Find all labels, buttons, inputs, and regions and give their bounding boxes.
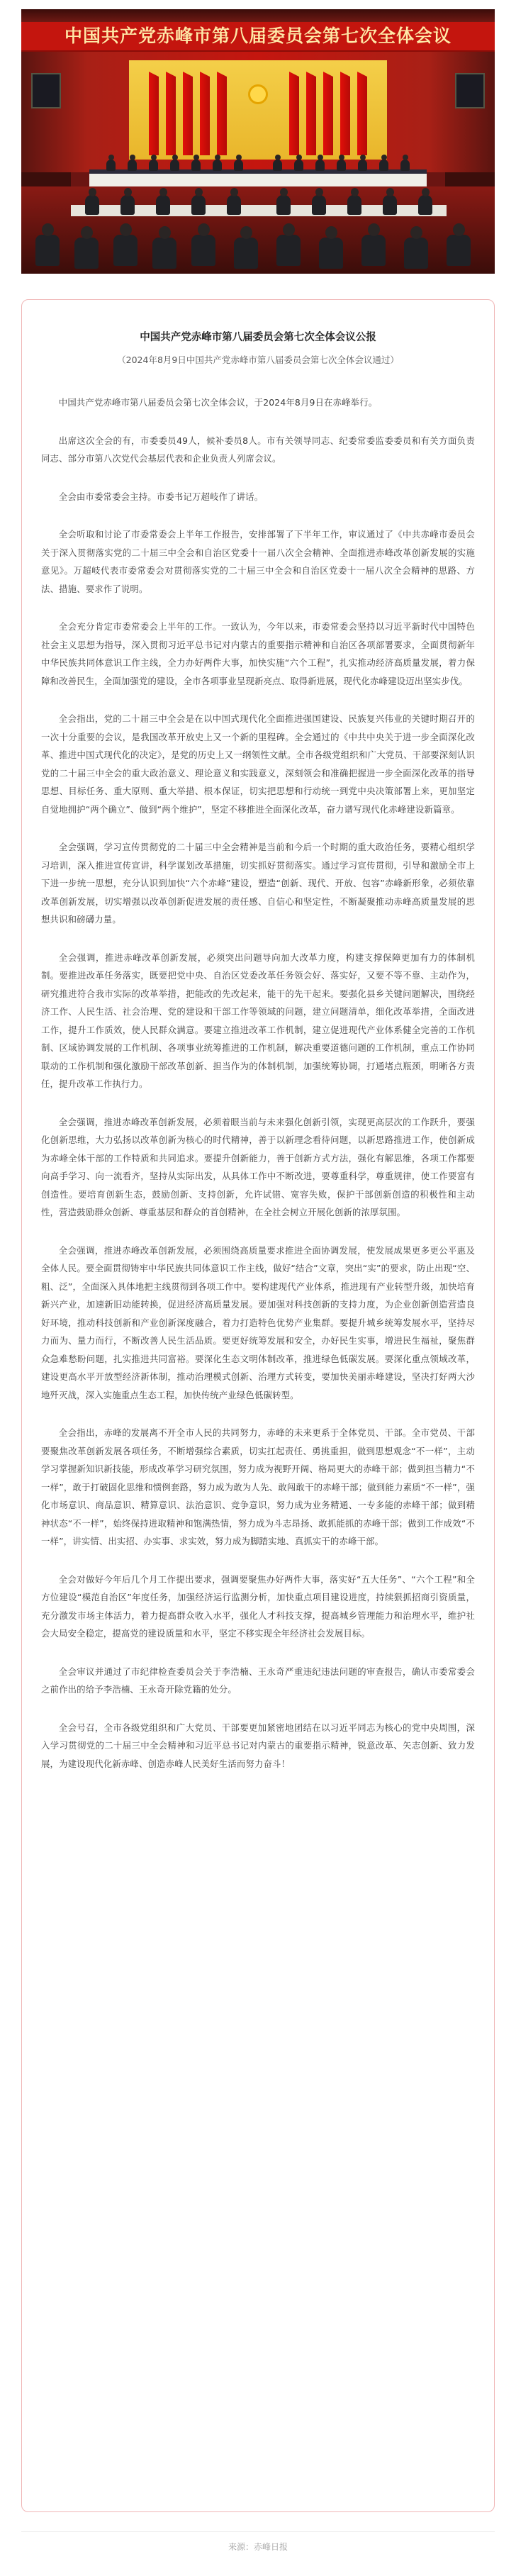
person — [191, 160, 201, 171]
person — [113, 235, 138, 266]
article-body — [41, 394, 475, 1792]
person — [156, 195, 170, 215]
person — [35, 235, 60, 266]
person — [234, 160, 243, 171]
person — [213, 160, 222, 171]
person — [315, 160, 325, 171]
paragraph: 全会强调，学习宣传贯彻党的二十届三中全会精神是当前和今后一个时期的重大政治任务，要精心组织学习培训，深入推进宣传宣讲，科学谋划改革措施，切实抓好贯彻落实。通过学习宣传贯彻，引导和激励全市上下进一步统一思想，充分认识到加快“六个赤峰”建设，塑造“创新、现代、开放、包容”赤峰新形象，必须依靠改革创新发展，切实增强以改革创新促进发展的责任感、自信心和坚定性，不断凝聚推动赤峰高质量发展的思想共识和磅礴力量。 — [41, 842, 475, 925]
person — [294, 160, 303, 171]
person — [120, 195, 135, 215]
person — [447, 235, 471, 266]
person — [276, 235, 301, 266]
person — [152, 238, 176, 269]
flag — [340, 72, 350, 155]
paragraph: 全会强调，推进赤峰改革创新发展，必须围绕高质量要求推进全面协调发展，使发展成果更多更公平惠及全体人民。要全面贯彻铸牢中华民族共同体意识工作主线，做好“结合”文章，突出“实”的要求，防止出现“空、粗、泛”，全面深入具体地把主线贯彻到各项工作中。要构建现代产业体系，推进现有产业转型升级，加快培育新兴产业，加速新旧动能转换，促进经济高质量发展。要加强对科技创新的支持力度，为企业创新创造营造良好环境，推动科技创新和产业创新深度融合，着力打造特色优势产业集群。要提升城乡统筹发展水平，坚持尽力而为、量力而行，不断改善人民生活品质。要更好统筹发展和安全，办好民生实事，增进民生福祉，聚焦群众急难愁盼问题，扎实推进共同富裕。要深化生态文明体制改革，推进绿色低碳发展。要深化重点领域改革，建设更高水平开放型经济新体制，推动治理模式创新、治理方式转变，要加快美丽赤峰建设，坚决打好两大沙地歼灭战，深入实施重点生态工程，加快传统产业绿色低碳转型。 — [41, 1244, 475, 1400]
person — [273, 160, 282, 171]
paragraph: 全会由市委常委会主持。市委书记万超岐作了讲话。 — [58, 491, 264, 502]
meeting-photo — [21, 9, 495, 274]
document-title: 中国共产党赤峰市第八届委员会第七次全体会议公报 — [140, 332, 376, 343]
person — [85, 195, 99, 215]
flag — [200, 72, 210, 155]
paragraph: 全会对做好今年后几个月工作提出要求，强调要聚焦办好两件大事，落实好“五大任务”、“六个工程”和全方位建设“模范自治区”年度任务，加强经济运行监测分析，加快重点项目建设进度，持续狠抓招商引资质量，充分激发市场主体活力，着力提高群众收入水平，强化人才科技支撑，提高城乡管理能力和治理水平，维护社会大局安全稳定，提高党的建设质量和水平，坚定不移实现全年经济社会发展目标。 — [41, 1573, 475, 1639]
flag — [289, 72, 299, 155]
paragraph: 全会审议并通过了市纪律检查委员会关于李浩楠、王永奇严重违纪违法问题的审查报告，确认市委常委会之前作出的给予李浩楠、王永奇开除党籍的处分。 — [41, 1666, 475, 1695]
person — [347, 195, 361, 215]
flag — [217, 72, 227, 155]
source-credit: 来源：赤峰日报 — [228, 2542, 288, 2552]
person — [191, 235, 215, 266]
person — [234, 238, 258, 269]
person — [227, 195, 241, 215]
person — [337, 160, 346, 171]
paragraph: 全会强调，推进赤峰改革创新发展，必须突出问题导向加大改革力度，构建支撑保障更加有力的体制机制。要推进改革任务落实，既要把党中央、自治区党委改革任务领会好、落实好，又要不等不靠、主动作为，研究推进符合我市实际的改革举措，把能改的先改起来，能干的先干起来。要强化县乡关键问题解决，围绕经济工作、人民生活、社会治理、党的建设和干部工作等领域的问题，建立问题清单，细化改革举措，全面改进工作，提升工作质效，使人民群众满意。要建立推进改革工作机制，建立促进现代产业体系健全完善的工作机制、区域协调发展的工作机制、各项事业统筹推进的工作机制，解决重要道德问题的工作机制，重点工作协同联动的工作机制和强化激励干部改革创新、担当作为的体制机制，加强统筹协调，打通堵点瓶颈，明晰各方责任，提升改革工作执行力。 — [41, 952, 475, 1089]
person — [418, 195, 432, 215]
paragraph: 全会听取和讨论了市委常委会上半年工作报告，安排部署了下半年工作，审议通过了《中共赤峰市委员会关于深入贯彻落实党的二十届三中全会和自治区党委十一届八次全会精神、全面推进赤峰改革创新发展的实施意见》。万超岐代表市委常委会对贯彻落实党的二十届三中全会和自治区党委十一届八次全会精神的思路、方法、措施、要求作了说明。 — [41, 529, 475, 594]
photo-banner: 中国共产党赤峰市第八届委员会第七次全体会议 — [21, 22, 495, 52]
person — [149, 160, 158, 171]
person — [379, 160, 388, 171]
paragraph: 全会强调，推进赤峰改革创新发展，必须着眼当前与未来强化创新引领，实现更高层次的工作跃升，要强化创新思维，大力弘扬以改革创新为核心的时代精神，善于以新理念看待问题，以新思路推进工作，使创新成为赤峰全体干部的工作特质和共同追求。要提升创新能力，善于创新方式方法，强化有解思维，各项工作都要向高手学习、向一流看齐，坚持从实际出发，从具体工作中不断改进，要尊重科学，尊重规律，使工作要富有创造性。要培育创新生态，鼓励创新、支持创新，允许试错、宽容失败，保护干部创新创造的积极性和主动性，营造鼓励群众创新、尊重基层和群众的首创精神，在全社会树立开展化创新的浓厚氛围。 — [41, 1116, 475, 1217]
paragraph: 全会充分肯定市委常委会上半年的工作。一致认为，今年以来，市委常委会坚持以习近平新时代中国特色社会主义思想为指导，深入贯彻习近平总书记对内蒙古的重要指示精神和自治区各项部署要求，全面贯彻新年中华民族共同体意识工作主线，全力办好两件大事，加快实施“六个工程”，扎实推动经济高质量发展，着力保障和改善民生，全面加强党的建设，全市各项事业呈现新亮点、取得新进展，现代化赤峰建设迈出坚实步伐。 — [41, 621, 475, 686]
paragraph: 中国共产党赤峰市第八届委员会第七次全体会议，于2024年8月9日在赤峰举行。 — [58, 397, 378, 408]
person — [191, 195, 206, 215]
party-emblem — [248, 84, 268, 104]
flag — [149, 72, 159, 155]
person — [128, 160, 137, 171]
flag — [183, 72, 193, 155]
person — [106, 160, 116, 171]
paragraph: 全会指出，党的二十届三中全会是在以中国式现代化全面推进强国建设、民族复兴伟业的关键时期召开的一次十分重要的会议，是我国改革开放史上又一个新的里程碑。全会通过的《中共中央关于进一步全面深化改革、推进中国式现代化的决定》，是党的历史上又一纲领性文献。全市各级党组织和广大党员、干部要深刻认识党的二十届三中全会的重大政治意义、理论意义和实践意义，深刻领会和准确把握进一步全面深化改革的指导思想、目标任务、重大原则、重大举措、根本保证，切实把思想和行动统一到党中央决策部署上来，更加坚定自觉地拥护“两个确立”、做到“两个维护”，坚定不移推进全面深化改革，奋力谱写现代化赤峰建设新篇章。 — [41, 713, 475, 815]
person — [170, 160, 179, 171]
footer-divider — [21, 2531, 495, 2532]
document-subtitle: （2024年8月9日中国共产党赤峰市第八届委员会第七次全体会议通过） — [117, 355, 399, 365]
person — [312, 195, 326, 215]
paragraph: 出席这次全会的有，市委委员49人，候补委员8人。市有关领导同志、纪委常委监委委员和有关方面负责同志、部分市第八次党代会基层代表和企业负责人列席会议。 — [41, 435, 475, 464]
person — [276, 195, 291, 215]
photo-screen-left — [31, 73, 61, 108]
person — [358, 160, 367, 171]
person — [404, 238, 428, 269]
photo-screen-right — [455, 73, 485, 108]
person — [319, 238, 343, 269]
person — [74, 238, 99, 269]
person — [383, 195, 397, 215]
paragraph: 全会指出，赤峰的发展离不开全市人民的共同努力，赤峰的未来更系于全体党员、干部。全市党员、干部要聚焦改革创新发展各项任务，不断增强综合素质，切实扛起责任、勇挑重担，做到思想观念“不一样”，主动学习掌握新知识新技能，形成改革学习研究氛围，努力成为视野开阔、格局更大的赤峰干部；做到担当精力“不一样”，敢于打破固化思维和惯例套路，努力成为敢为人先、敢闯敢干的赤峰干部；做到能力素质“不一样”，强化市场意识、商品意识、精算意识、法治意识、竞争意识，努力成为业务精通、一专多能的赤峰干部；做到精神状态“不一样”，始终保持进取精神和饱满热情，努力成为斗志昂扬、敢抓能抓的赤峰干部；做到工作成效“不一样”，讲实情、出实招、办实事、求实效，努力成为脚踏实地、真抓实干的赤峰干部。 — [41, 1427, 475, 1546]
paragraph: 全会号召，全市各级党组织和广大党员、干部要更加紧密地团结在以习近平同志为核心的党中央周围，深入学习贯彻党的二十届三中全会精神和习近平总书记对内蒙古的重要指示精神，锐意改革、矢志创新、致力发展，为建设现代化新赤峰、创造赤峰人民美好生活而努力奋斗！ — [41, 1722, 475, 1769]
flag — [357, 72, 367, 155]
flag — [306, 72, 316, 155]
flag — [323, 72, 333, 155]
flag — [166, 72, 176, 155]
person — [400, 160, 410, 171]
person — [361, 235, 386, 266]
